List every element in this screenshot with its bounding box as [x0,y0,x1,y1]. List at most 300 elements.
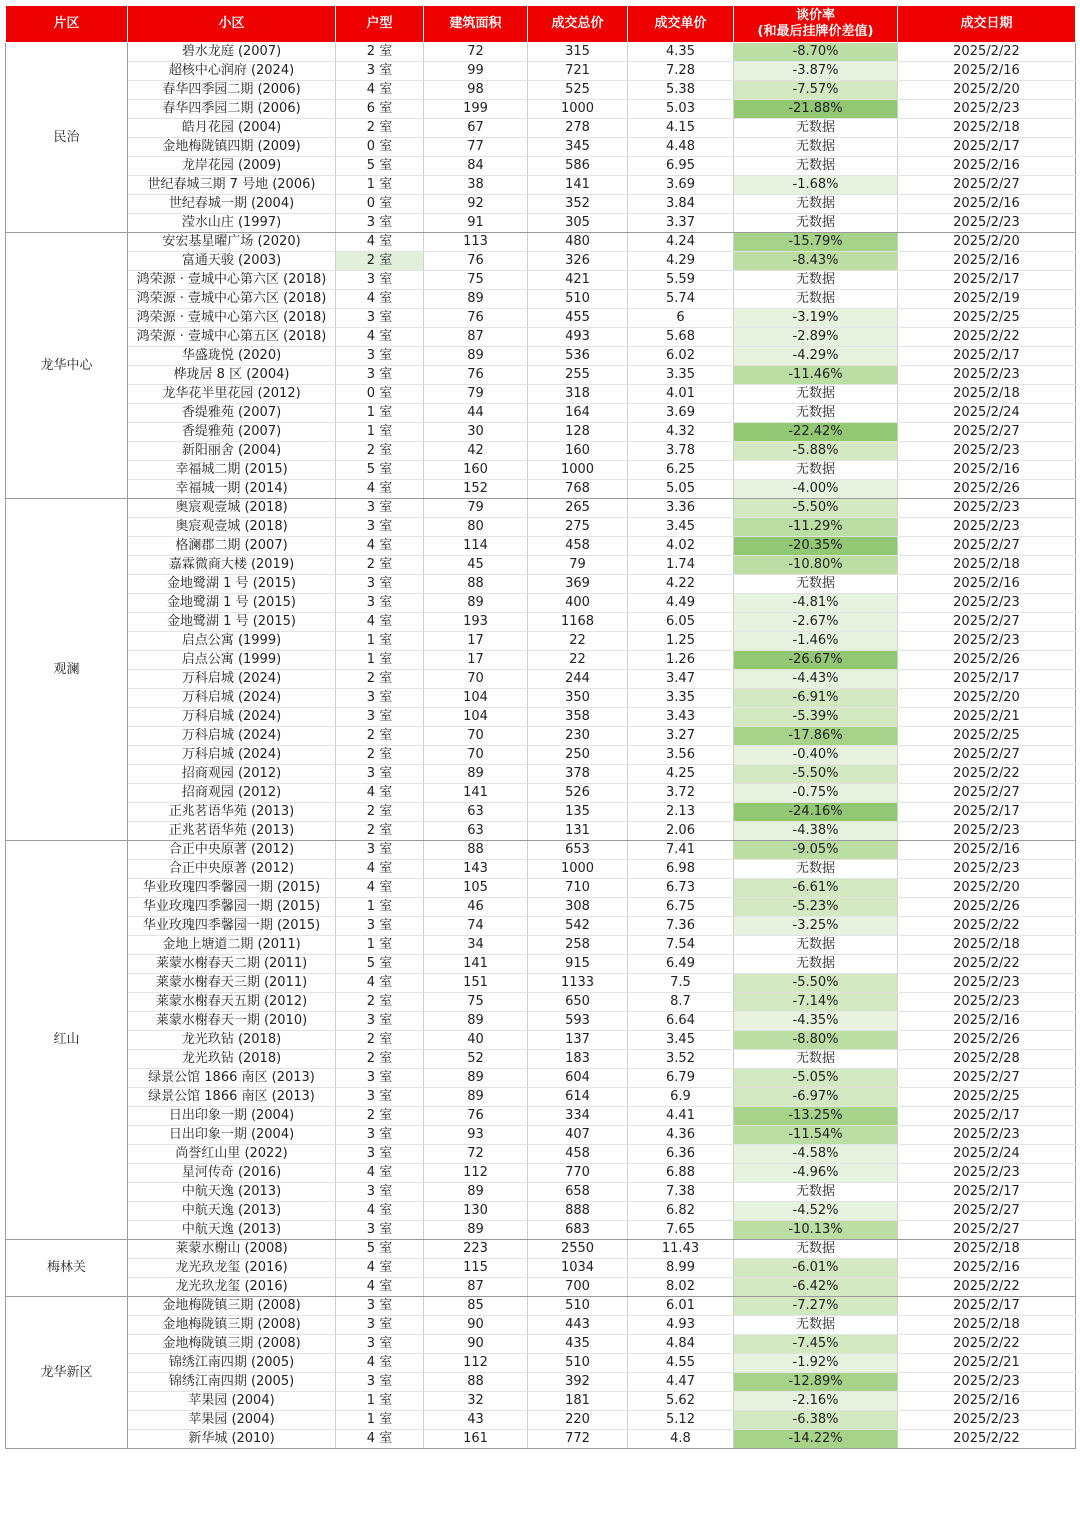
unit-price-cell: 6.64 [628,1012,734,1031]
unit-price-cell: 3.35 [628,366,734,385]
unit-price-cell: 6.02 [628,347,734,366]
discount-cell: -8.80% [734,1031,898,1050]
table-row [6,689,1076,708]
layout-cell: 2 室 [336,993,424,1012]
header-unit-price: 成交单价 [628,6,734,43]
header-total-price: 成交总价 [528,6,628,43]
community-cell: 苹果园 (2004) [128,1411,336,1430]
table-row [6,1107,1076,1126]
unit-price-cell: 3.35 [628,689,734,708]
community-cell: 尚誉红山里 (2022) [128,1145,336,1164]
discount-cell: -3.25% [734,917,898,936]
community-cell: 龙岸花园 (2009) [128,157,336,176]
table-row [6,936,1076,955]
unit-price-cell: 6.95 [628,157,734,176]
discount-cell: 无数据 [734,1050,898,1069]
date-cell: 2025/2/23 [898,442,1076,461]
community-cell: 华业玫瑰四季馨园一期 (2015) [128,898,336,917]
layout-cell: 3 室 [336,841,424,860]
discount-cell: 无数据 [734,860,898,879]
unit-price-cell: 3.45 [628,1031,734,1050]
table-row [6,271,1076,290]
total-price-cell: 350 [528,689,628,708]
total-price-cell: 305 [528,214,628,233]
table-row [6,119,1076,138]
date-cell: 2025/2/27 [898,784,1076,803]
date-cell: 2025/2/18 [898,1240,1076,1259]
unit-price-cell: 5.68 [628,328,734,347]
date-cell: 2025/2/27 [898,746,1076,765]
community-cell: 金地鹭湖 1 号 (2015) [128,613,336,632]
layout-cell: 2 室 [336,727,424,746]
table-row [6,708,1076,727]
date-cell: 2025/2/18 [898,119,1076,138]
community-cell: 莱蒙水榭春天一期 (2010) [128,1012,336,1031]
area-cell: 67 [424,119,528,138]
discount-cell: -12.89% [734,1373,898,1392]
total-price-cell: 141 [528,176,628,195]
area-cell: 143 [424,860,528,879]
community-cell: 招商观园 (2012) [128,784,336,803]
discount-cell: -10.13% [734,1221,898,1240]
discount-cell: -2.89% [734,328,898,347]
transaction-table-container [5,5,1075,1449]
area-cell: 88 [424,1373,528,1392]
area-cell: 99 [424,62,528,81]
date-cell: 2025/2/25 [898,309,1076,328]
area-cell: 17 [424,651,528,670]
area-cell: 90 [424,1316,528,1335]
total-price-cell: 164 [528,404,628,423]
community-cell: 锦绣江南四期 (2005) [128,1373,336,1392]
unit-price-cell: 6.49 [628,955,734,974]
total-price-cell: 510 [528,1354,628,1373]
date-cell: 2025/2/17 [898,1107,1076,1126]
total-price-cell: 378 [528,765,628,784]
layout-cell: 2 室 [336,1050,424,1069]
total-price-cell: 1034 [528,1259,628,1278]
area-cell: 141 [424,784,528,803]
layout-cell: 3 室 [336,1335,424,1354]
area-cell: 43 [424,1411,528,1430]
total-price-cell: 721 [528,62,628,81]
area-cell: 161 [424,1430,528,1449]
table-row [6,974,1076,993]
date-cell: 2025/2/26 [898,898,1076,917]
layout-cell: 3 室 [336,594,424,613]
table-row [6,385,1076,404]
total-price-cell: 458 [528,1145,628,1164]
date-cell: 2025/2/22 [898,765,1076,784]
date-cell: 2025/2/20 [898,233,1076,252]
total-price-cell: 614 [528,1088,628,1107]
table-row [6,461,1076,480]
unit-price-cell: 4.25 [628,765,734,784]
discount-cell: -4.35% [734,1012,898,1031]
community-cell: 香缇雅苑 (2007) [128,404,336,423]
area-cell: 87 [424,328,528,347]
date-cell: 2025/2/23 [898,100,1076,119]
total-price-cell: 604 [528,1069,628,1088]
community-cell: 幸福城二期 (2015) [128,461,336,480]
discount-cell: 无数据 [734,1316,898,1335]
unit-price-cell: 3.56 [628,746,734,765]
table-row [6,442,1076,461]
community-cell: 幸福城一期 (2014) [128,480,336,499]
layout-cell: 2 室 [336,556,424,575]
table-body [6,43,1076,1449]
date-cell: 2025/2/20 [898,879,1076,898]
total-price-cell: 650 [528,993,628,1012]
community-cell: 安宏基星曜广场 (2020) [128,233,336,252]
layout-cell: 2 室 [336,670,424,689]
total-price-cell: 400 [528,594,628,613]
layout-cell: 3 室 [336,1297,424,1316]
total-price-cell: 768 [528,480,628,499]
total-price-cell: 593 [528,1012,628,1031]
total-price-cell: 220 [528,1411,628,1430]
community-cell: 鸿荣源 · 壹城中心第六区 (2018) [128,290,336,309]
table-row [6,100,1076,119]
discount-cell: 无数据 [734,1240,898,1259]
unit-price-cell: 6 [628,309,734,328]
date-cell: 2025/2/17 [898,1297,1076,1316]
table-row [6,62,1076,81]
layout-cell: 1 室 [336,651,424,670]
layout-cell: 6 室 [336,100,424,119]
date-cell: 2025/2/27 [898,613,1076,632]
unit-price-cell: 1.25 [628,632,734,651]
date-cell: 2025/2/23 [898,993,1076,1012]
date-cell: 2025/2/21 [898,708,1076,727]
table-row [6,537,1076,556]
table-row [6,347,1076,366]
date-cell: 2025/2/22 [898,43,1076,62]
unit-price-cell: 6.88 [628,1164,734,1183]
total-price-cell: 510 [528,290,628,309]
unit-price-cell: 4.01 [628,385,734,404]
table-row [6,81,1076,100]
date-cell: 2025/2/23 [898,822,1076,841]
date-cell: 2025/2/16 [898,575,1076,594]
community-cell: 华盛珑悦 (2020) [128,347,336,366]
discount-cell: -4.00% [734,480,898,499]
community-cell: 中航天逸 (2013) [128,1183,336,1202]
unit-price-cell: 3.52 [628,1050,734,1069]
total-price-cell: 772 [528,1430,628,1449]
table-row [6,43,1076,62]
total-price-cell: 230 [528,727,628,746]
discount-cell: -5.50% [734,765,898,784]
unit-price-cell: 6.82 [628,1202,734,1221]
discount-cell: -4.52% [734,1202,898,1221]
area-cell: 113 [424,233,528,252]
layout-cell: 1 室 [336,423,424,442]
total-price-cell: 888 [528,1202,628,1221]
community-cell: 鸿荣源 · 壹城中心第六区 (2018) [128,271,336,290]
discount-cell: 无数据 [734,214,898,233]
date-cell: 2025/2/23 [898,1126,1076,1145]
table-row [6,594,1076,613]
layout-cell: 4 室 [336,233,424,252]
discount-cell: -5.39% [734,708,898,727]
date-cell: 2025/2/26 [898,651,1076,670]
layout-cell: 3 室 [336,917,424,936]
unit-price-cell: 3.72 [628,784,734,803]
community-cell: 万科启城 (2024) [128,670,336,689]
discount-cell: -6.91% [734,689,898,708]
layout-cell: 4 室 [336,290,424,309]
table-row [6,1411,1076,1430]
table-row [6,803,1076,822]
unit-price-cell: 7.65 [628,1221,734,1240]
header-date: 成交日期 [898,6,1076,43]
discount-cell: -1.68% [734,176,898,195]
layout-cell: 5 室 [336,955,424,974]
layout-cell: 3 室 [336,765,424,784]
date-cell: 2025/2/18 [898,556,1076,575]
date-cell: 2025/2/25 [898,727,1076,746]
discount-cell: -5.05% [734,1069,898,1088]
total-price-cell: 1168 [528,613,628,632]
layout-cell: 4 室 [336,974,424,993]
table-row [6,233,1076,252]
unit-price-cell: 7.54 [628,936,734,955]
community-cell: 中航天逸 (2013) [128,1202,336,1221]
unit-price-cell: 5.03 [628,100,734,119]
header-community: 小区 [128,6,336,43]
date-cell: 2025/2/23 [898,594,1076,613]
date-cell: 2025/2/21 [898,1354,1076,1373]
layout-cell: 3 室 [336,366,424,385]
layout-cell: 4 室 [336,1354,424,1373]
total-price-cell: 586 [528,157,628,176]
total-price-cell: 255 [528,366,628,385]
area-cell: 141 [424,955,528,974]
unit-price-cell: 4.15 [628,119,734,138]
layout-cell: 4 室 [336,1278,424,1297]
discount-cell: -4.29% [734,347,898,366]
total-price-cell: 131 [528,822,628,841]
date-cell: 2025/2/27 [898,1069,1076,1088]
discount-cell: -6.61% [734,879,898,898]
table-row [6,1202,1076,1221]
total-price-cell: 1000 [528,461,628,480]
area-cell: 70 [424,727,528,746]
area-cell: 223 [424,1240,528,1259]
community-cell: 鸿荣源 · 壹城中心第五区 (2018) [128,328,336,347]
date-cell: 2025/2/16 [898,841,1076,860]
table-row [6,1183,1076,1202]
unit-price-cell: 4.8 [628,1430,734,1449]
layout-cell: 3 室 [336,1221,424,1240]
discount-cell: 无数据 [734,936,898,955]
area-cell: 89 [424,1012,528,1031]
table-row [6,328,1076,347]
date-cell: 2025/2/23 [898,1411,1076,1430]
discount-cell: -3.19% [734,309,898,328]
date-cell: 2025/2/23 [898,366,1076,385]
area-cell: 80 [424,518,528,537]
layout-cell: 3 室 [336,1012,424,1031]
community-cell: 金地上塘道二期 (2011) [128,936,336,955]
area-cell: 89 [424,347,528,366]
total-price-cell: 700 [528,1278,628,1297]
header-discount-title: 谈价率 [795,8,835,23]
community-cell: 莱蒙水榭春天二期 (2011) [128,955,336,974]
community-cell: 龙光玖钻 (2018) [128,1050,336,1069]
discount-cell: -20.35% [734,537,898,556]
total-price-cell: 183 [528,1050,628,1069]
area-cell: 70 [424,670,528,689]
unit-price-cell: 5.38 [628,81,734,100]
table-row [6,1335,1076,1354]
layout-cell: 3 室 [336,499,424,518]
area-cell: 45 [424,556,528,575]
community-cell: 格澜郡二期 (2007) [128,537,336,556]
table-row [6,898,1076,917]
unit-price-cell: 4.36 [628,1126,734,1145]
table-row [6,480,1076,499]
date-cell: 2025/2/17 [898,1183,1076,1202]
total-price-cell: 2550 [528,1240,628,1259]
date-cell: 2025/2/28 [898,1050,1076,1069]
discount-cell: -11.54% [734,1126,898,1145]
area-cell: 98 [424,81,528,100]
layout-cell: 0 室 [336,195,424,214]
community-cell: 华业玫瑰四季馨园一期 (2015) [128,917,336,936]
total-price-cell: 683 [528,1221,628,1240]
unit-price-cell: 1.26 [628,651,734,670]
layout-cell: 1 室 [336,1392,424,1411]
date-cell: 2025/2/23 [898,632,1076,651]
layout-cell: 4 室 [336,1164,424,1183]
layout-cell: 5 室 [336,461,424,480]
discount-cell: -3.87% [734,62,898,81]
table-row [6,518,1076,537]
date-cell: 2025/2/23 [898,1164,1076,1183]
table-row [6,214,1076,233]
table-row [6,1069,1076,1088]
table-row [6,727,1076,746]
total-price-cell: 536 [528,347,628,366]
table-row [6,765,1076,784]
layout-cell: 3 室 [336,62,424,81]
community-cell: 超核中心润府 (2024) [128,62,336,81]
date-cell: 2025/2/24 [898,404,1076,423]
date-cell: 2025/2/18 [898,385,1076,404]
unit-price-cell: 4.48 [628,138,734,157]
total-price-cell: 542 [528,917,628,936]
total-price-cell: 352 [528,195,628,214]
district-cell: 民治 [6,43,128,233]
discount-cell: -1.92% [734,1354,898,1373]
area-cell: 87 [424,1278,528,1297]
layout-cell: 2 室 [336,252,424,271]
area-cell: 89 [424,594,528,613]
discount-cell: -4.43% [734,670,898,689]
area-cell: 89 [424,765,528,784]
discount-cell: -8.70% [734,43,898,62]
community-cell: 日出印象一期 (2004) [128,1126,336,1145]
layout-cell: 4 室 [336,860,424,879]
discount-cell: -14.22% [734,1430,898,1449]
header-district: 片区 [6,6,128,43]
table-row [6,1221,1076,1240]
table-row [6,917,1076,936]
total-price-cell: 315 [528,43,628,62]
discount-cell: -2.16% [734,1392,898,1411]
total-price-cell: 22 [528,632,628,651]
area-cell: 70 [424,746,528,765]
community-cell: 正兆茗语华苑 (2013) [128,822,336,841]
table-row [6,746,1076,765]
date-cell: 2025/2/16 [898,157,1076,176]
date-cell: 2025/2/23 [898,518,1076,537]
table-row [6,1297,1076,1316]
unit-price-cell: 3.69 [628,404,734,423]
discount-cell: 无数据 [734,575,898,594]
date-cell: 2025/2/27 [898,176,1076,195]
discount-cell: -6.42% [734,1278,898,1297]
table-row [6,860,1076,879]
unit-price-cell: 7.41 [628,841,734,860]
community-cell: 龙光玖龙玺 (2016) [128,1278,336,1297]
layout-cell: 4 室 [336,537,424,556]
unit-price-cell: 6.75 [628,898,734,917]
community-cell: 招商观园 (2012) [128,765,336,784]
layout-cell: 4 室 [336,879,424,898]
total-price-cell: 275 [528,518,628,537]
layout-cell: 4 室 [336,480,424,499]
area-cell: 89 [424,1183,528,1202]
discount-cell: 无数据 [734,1183,898,1202]
district-cell: 红山 [6,841,128,1240]
table-row [6,157,1076,176]
area-cell: 38 [424,176,528,195]
table-row [6,1126,1076,1145]
community-cell: 新阳丽舍 (2004) [128,442,336,461]
header-discount [734,6,898,43]
community-cell: 万科启城 (2024) [128,727,336,746]
area-cell: 84 [424,157,528,176]
community-cell: 金地梅陇镇四期 (2009) [128,138,336,157]
discount-cell: -4.58% [734,1145,898,1164]
area-cell: 114 [424,537,528,556]
community-cell: 滢水山庄 (1997) [128,214,336,233]
community-cell: 奥宸观壹城 (2018) [128,518,336,537]
area-cell: 44 [424,404,528,423]
unit-price-cell: 5.12 [628,1411,734,1430]
unit-price-cell: 5.74 [628,290,734,309]
community-cell: 苹果园 (2004) [128,1392,336,1411]
area-cell: 89 [424,1069,528,1088]
total-price-cell: 658 [528,1183,628,1202]
date-cell: 2025/2/22 [898,1430,1076,1449]
unit-price-cell: 4.32 [628,423,734,442]
total-price-cell: 334 [528,1107,628,1126]
layout-cell: 4 室 [336,1202,424,1221]
date-cell: 2025/2/16 [898,461,1076,480]
area-cell: 112 [424,1354,528,1373]
unit-price-cell: 4.29 [628,252,734,271]
date-cell: 2025/2/16 [898,195,1076,214]
header-area: 建筑面积 [424,6,528,43]
area-cell: 52 [424,1050,528,1069]
date-cell: 2025/2/26 [898,1031,1076,1050]
unit-price-cell: 3.69 [628,176,734,195]
date-cell: 2025/2/24 [898,1145,1076,1164]
